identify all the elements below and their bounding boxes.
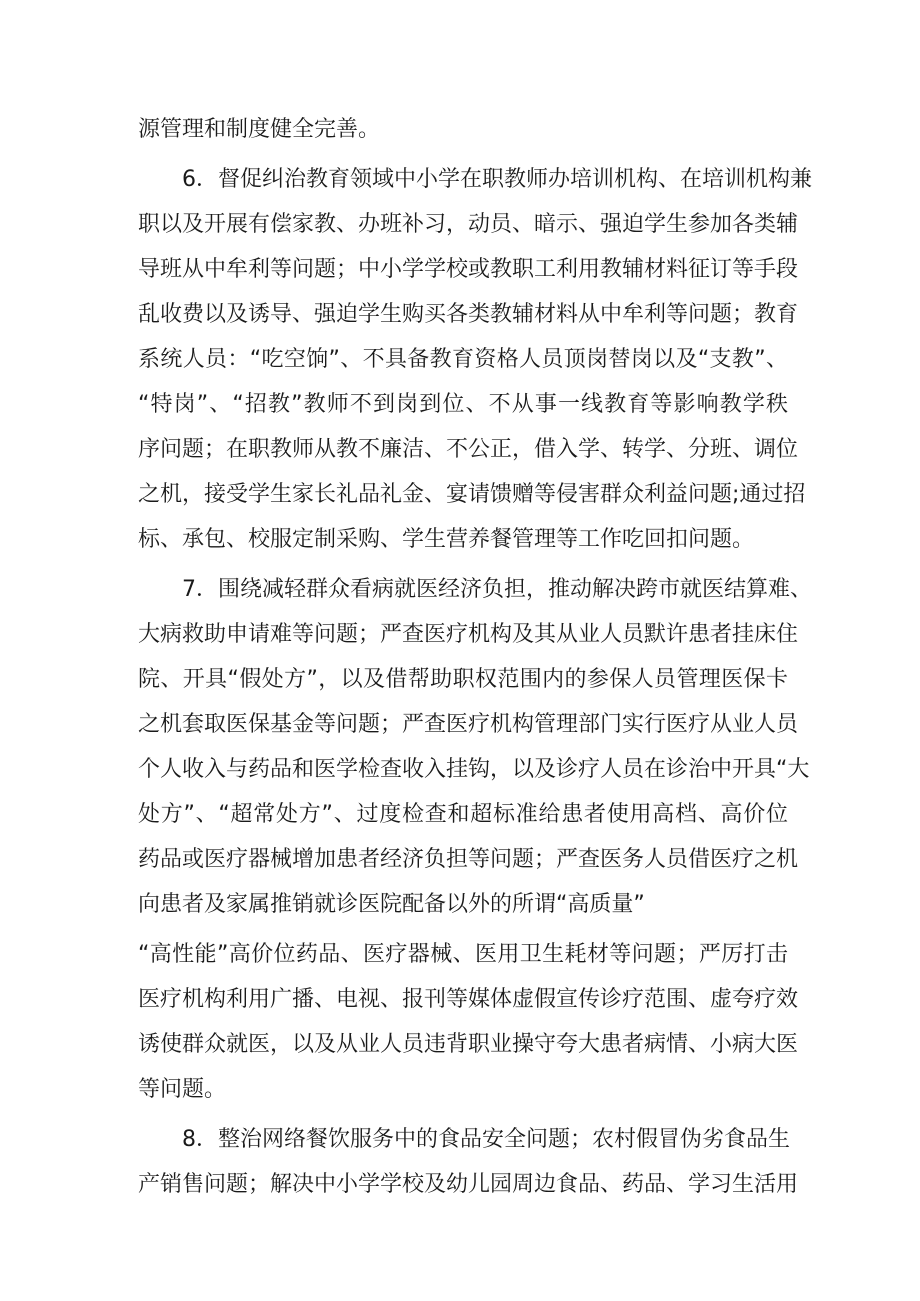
paragraph-line: 系统人员：“吃空饷”、不具备教育资格人员顶岗替岗以及“支教”、 [138,347,788,372]
paragraph-line: 乱收费以及诱导、强迫学生购买各类教辅材料从中牟利等问题；教育 [138,302,799,327]
paragraph-line: 职以及开展有偿家教、办班补习，动员、暗示、强迫学生参加各类辅 [138,212,799,237]
paragraph-line: 7．围绕减轻群众看病就医经济负担，推动解决跨市就医结算难、 [182,577,812,602]
paragraph-line: “特岗”、“招教”教师不到岗到位、不从事一线教育等影响教学秩 [138,392,788,417]
paragraph-line: 等问题。 [138,1077,227,1102]
paragraph-line: 诱使群众就医，以及从业人员违背职业操守夸大患者病情、小病大医 [138,1032,799,1057]
paragraph-line: 处方”、“超常处方”、过度检查和超标准给患者使用高档、高价位 [138,802,788,827]
paragraph-line: 之机，接受学生家长礼品礼金、宴请馈赠等侵害群众利益问题;通过招 [138,482,806,507]
paragraph-line: 医疗机构利用广播、电视、报刊等媒体虚假宣传诊疗范围、虚夸疗效 [138,987,799,1012]
paragraph-line: “高性能”高价位药品、医疗器械、医用卫生耗材等问题；严厉打击 [138,942,788,967]
paragraph-line: 8．整治网络餐饮服务中的食品安全问题；农村假冒伪劣食品生 [182,1127,790,1152]
paragraph-line: 大病救助申请难等问题；严查医疗机构及其从业人员默许患者挂床住 [138,622,799,647]
paragraph-line: 向患者及家属推销就诊医院配备以外的所谓“高质量” [138,892,645,917]
paragraph-line: 院、开具“假处方”，以及借帮助职权范围内的参保人员管理医保卡 [138,667,788,692]
paragraph-line: 序问题；在职教师从教不廉洁、不公正，借入学、转学、分班、调位 [138,437,799,462]
paragraph-line: 导班从中牟利等问题；中小学学校或教职工利用教辅材料征订等手段 [138,257,799,282]
paragraph-line: 个人收入与药品和医学检查收入挂钩，以及诊疗人员在诊治中开具“大 [138,757,810,782]
paragraph-line: 6．督促纠治教育领域中小学在职教师办培训机构、在培训机构兼 [182,167,812,192]
paragraph-line: 药品或医疗器械增加患者经济负担等问题；严查医务人员借医疗之机 [138,847,799,872]
paragraph-line: 之机套取医保基金等问题；严查医疗机构管理部门实行医疗从业人员 [138,712,799,737]
paragraph-line: 标、承包、校服定制采购、学生营养餐管理等工作吃回扣问题。 [138,527,755,552]
paragraph-line: 产销售问题；解决中小学学校及幼儿园周边食品、药品、学习生活用 [138,1172,799,1197]
paragraph-line: 源管理和制度健全完善。 [138,117,381,142]
